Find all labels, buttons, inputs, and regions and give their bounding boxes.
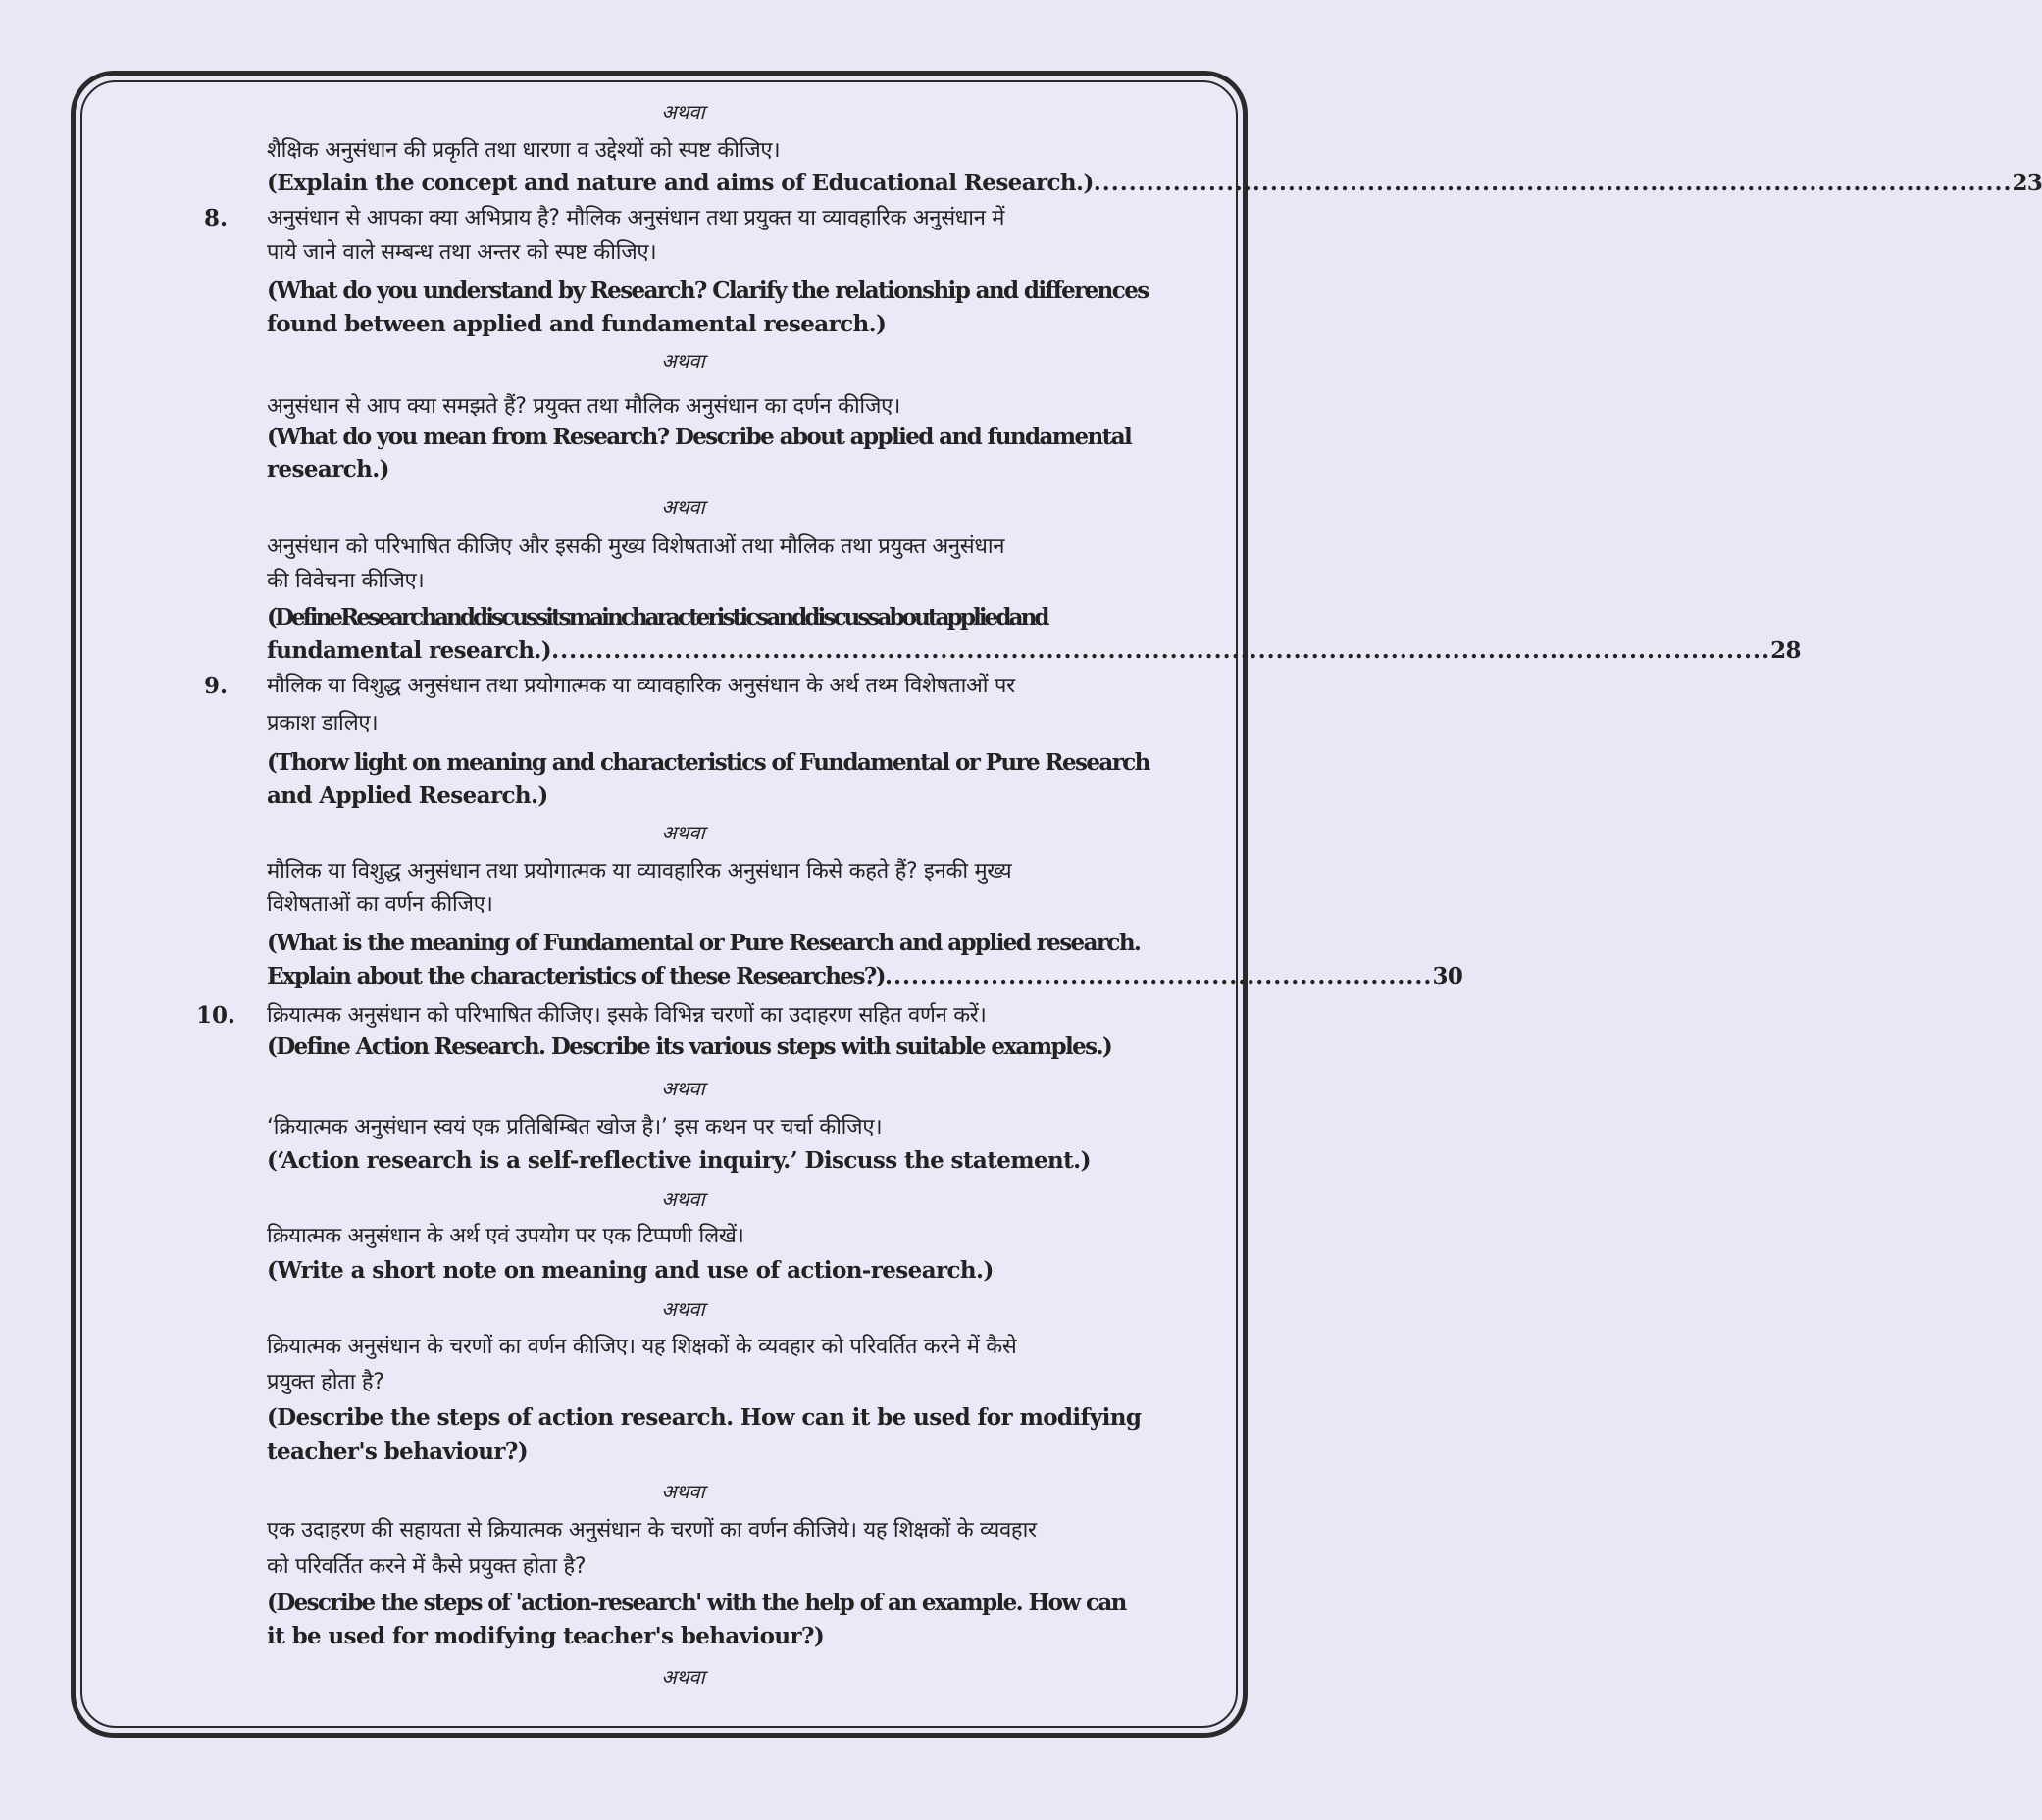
question-english-text: Explain about the characteristics of these Researches?): [267, 963, 885, 989]
question-text-english: (What is the meaning of Fundamental or Pure Research and applied research.: [267, 930, 1141, 956]
question-text-hindi: ‘क्रियात्मक अनुसंधान स्वयं एक प्रतिबिम्बित खोज है।’ इस कथन पर चर्चा कीजिए।: [267, 1115, 883, 1139]
question-text-english: (What do you understand by Research? Clarify the relationship and differences: [267, 278, 1149, 304]
alternative-label: अथवा: [661, 1665, 705, 1689]
question-text-hindi: अनुसंधान को परिभाषित कीजिए और इसकी मुख्य विशेषताओं तथा मौलिक तथा प्रयुक्त अनुसंधान: [267, 534, 1005, 559]
alternative-label: अथवा: [661, 1077, 705, 1100]
question-text-hindi: अनुसंधान से आपका क्या अभिप्राय है? मौलिक अनुसंधान तथा प्रयुक्त या व्यावहारिक अनुसंधान में: [267, 206, 1005, 230]
question-text-english: (Write a short note on meaning and use of action-research.): [267, 1257, 994, 1284]
question-text-hindi: को परिवर्तित करने में कैसे प्रयुक्त होता है?: [267, 1554, 587, 1579]
page-number: 28: [1770, 637, 1801, 664]
question-text-english: teacher's behaviour?): [267, 1439, 529, 1465]
question-english-text: (Explain the concept and nature and aims of Educational Research.): [267, 170, 1094, 196]
leader-dots: ..........................................................................................................................................: [551, 637, 1771, 664]
question-text-hindi: पाये जाने वाले सम्बन्ध तथा अन्तर को स्पष्ट कीजिए।: [267, 240, 657, 265]
question-text-english: [267, 962, 1463, 991]
question-text-hindi: शैक्षिक अनुसंधान की प्रकृति तथा धारणा व उद्देश्यों को स्पष्ट कीजिए।: [267, 138, 781, 163]
question-number: 8.: [204, 205, 229, 231]
question-text-hindi: एक उदाहरण की सहायता से क्रियात्मक अनुसंधान के चरणों का वर्णन कीजिये। यह शिक्षकों के व्यवहार: [267, 1518, 1037, 1542]
question-text-english: (‘Action research is a self-reflective inquiry.’ Discuss the statement.): [267, 1147, 1091, 1174]
alternative-label: अथवा: [661, 821, 705, 844]
question-text-hindi: मौलिक या विशुद्ध अनुसंधान तथा प्रयोगात्मक या व्यावहारिक अनुसंधान के अर्थ तथ्म विशेषताओं पर: [267, 674, 1015, 698]
question-text-english: (Describe the steps of 'action-research' with the help of an example. How can: [267, 1590, 1126, 1616]
question-text-english: (What do you mean from Research? Describe about applied and fundamental: [267, 424, 1132, 450]
question-text-english: it be used for modifying teacher's behaviour?): [267, 1623, 825, 1649]
question-text-hindi: मौलिक या विशुद्ध अनुसंधान तथा प्रयोगात्मक या व्यावहारिक अनुसंधान किसे कहते हैं? इनकी मुख्य: [267, 859, 1012, 884]
question-number: 10.: [196, 1002, 236, 1029]
alternative-label: अथवा: [661, 1297, 705, 1321]
page-number: 23: [2012, 170, 2042, 196]
question-text-english: (Define Action Research. Describe its various steps with suitable examples.): [267, 1034, 1112, 1060]
question-text-hindi: क्रियात्मक अनुसंधान के चरणों का वर्णन कीजिए। यह शिक्षकों के व्यवहार को परिवर्तित करने में कैसे: [267, 1335, 1017, 1359]
question-text-english: and Applied Research.): [267, 783, 548, 809]
leader-dots: ..............................................................: [884, 963, 1433, 989]
question-text-hindi: अनुसंधान से आप क्या समझते हैं? प्रयुक्त तथा मौलिक अनुसंधान का दर्णन कीजिए।: [267, 394, 900, 419]
page-number: 30: [1432, 963, 1463, 989]
question-text-hindi: क्रियात्मक अनुसंधान के अर्थ एवं उपयोग पर एक टिप्पणी लिखें।: [267, 1224, 744, 1248]
alternative-label: अथवा: [661, 1188, 705, 1211]
alternative-label: अथवा: [661, 100, 705, 124]
alternative-label: अथवा: [661, 495, 705, 519]
leader-dots: ........................................................................................................: [1093, 170, 2013, 196]
question-text-english: found between applied and fundamental research.): [267, 311, 887, 337]
question-text-english: research.): [267, 456, 389, 482]
question-text-english: (Thorw light on meaning and characteristics of Fundamental or Pure Research: [267, 749, 1149, 776]
alternative-label: अथवा: [661, 1480, 705, 1503]
question-text-english: [267, 169, 2042, 198]
question-number: 9.: [204, 673, 229, 699]
question-text-english: (DefineResearchanddiscussitsmaincharacteristicsanddiscussaboutappliedand: [267, 604, 1047, 631]
question-text-hindi: प्रकाश डालिए।: [267, 711, 379, 735]
question-text-hindi: प्रयुक्त होता है?: [267, 1370, 384, 1394]
question-text-hindi: क्रियात्मक अनुसंधान को परिभाषित कीजिए। इसके विभिन्न चरणों का उदाहरण सहित वर्णन करें।: [267, 1003, 987, 1028]
question-text-english: [267, 636, 1801, 666]
question-text-hindi: की विवेचना कीजिए।: [267, 569, 425, 593]
alternative-label: अथवा: [661, 349, 705, 373]
question-text-hindi: विशेषताओं का वर्णन कीजिए।: [267, 892, 493, 917]
question-english-text: fundamental research.): [267, 637, 552, 664]
question-text-english: (Describe the steps of action research. How can it be used for modifying: [267, 1404, 1142, 1431]
